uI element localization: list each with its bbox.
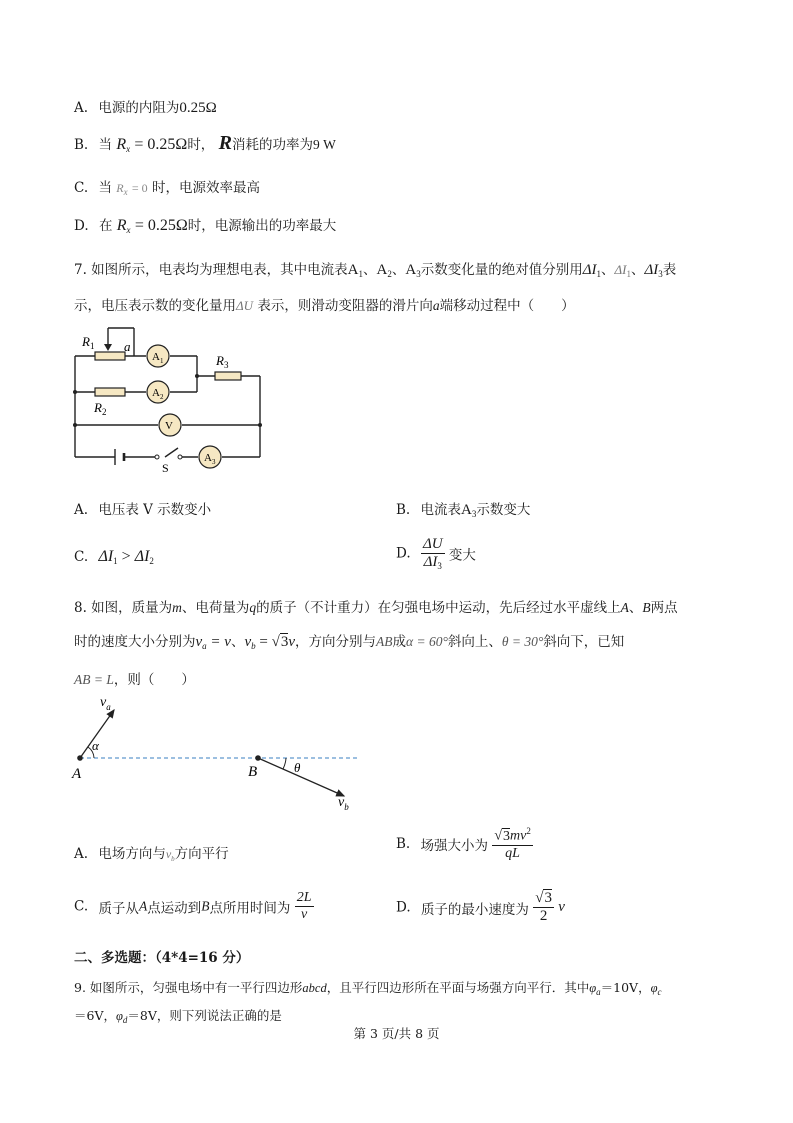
resistor-r2 (95, 388, 125, 396)
label-a: a (124, 339, 131, 354)
q6-option-b: B. 当 $R_x = 0.25\Omega$时， R消耗的功率为9 W (74, 132, 336, 154)
q7-stem-line1: 7. 如图所示，电表均为理想电表，其中电流表$A_1$、$A_2$、$A_3$示数变化量的绝对值分别用$\Delta I_1$、$\Delta I_1$、$\Delta I_3$表 (74, 262, 677, 279)
resistor-r1 (95, 352, 125, 360)
label-a3: $A_3$ (204, 452, 216, 466)
q8-option-d: D. 质子的最小速度为 $\frac{√3}{2}$ v (396, 890, 565, 924)
q7-option-d: D. $\frac{\Delta U}{\Delta I_3}$ 变大 (396, 536, 476, 571)
label-b: B (248, 764, 258, 780)
fraction-time: $\frac{2L}{v}$ (296, 890, 312, 922)
fraction-du-di3: $\frac{\Delta U}{\Delta I_3}$ (422, 536, 443, 571)
circuit-diagram (60, 322, 270, 477)
label-theta: θ (294, 760, 301, 775)
angle-theta-arc (283, 758, 286, 769)
label-va: $v_a$ (100, 695, 111, 712)
q6-option-d: D. 在 $R_x = 0.25\Omega$时，电源输出的功率最大 (74, 217, 337, 235)
q8-stem-line1: 8. 如图，质量为m、电荷量为q的质子（不计重力）在匀强电场中运动，先后经过水平虚线上A、B两点 (74, 600, 678, 616)
label-v: V (165, 420, 173, 432)
q7-option-c: C. $\Delta I_1 > \Delta I_2$ (74, 548, 154, 566)
slider-arrow-icon (104, 344, 112, 351)
q8-option-a: A. 电场方向与$v_b$方向平行 (74, 846, 229, 863)
label-s: S (162, 461, 169, 475)
label-a1: $A_1$ (152, 351, 164, 365)
q7-option-b: B. 电流表$A_3$示数变大 (396, 502, 531, 519)
page-footer: 第 3 页/共 8 页 (353, 1026, 440, 1041)
q7-option-a: A. 电压表 V 示数变小 (74, 502, 212, 518)
fraction-field-strength: $\frac{√3mv^2}{qL}$ (494, 826, 531, 861)
q9-stem-line2: ＝6V，$\varphi_d=8V$，则下列说法正确的是 (74, 1008, 282, 1025)
q8-velocity-diagram (66, 692, 366, 812)
q8-stem-line2: 时的速度大小分别为$v_a = v$、$v_b = √3v$，方向分别与AB成α = 60°斜向上、θ = 30°斜向下，已知 (74, 634, 625, 651)
fraction-min-speed: $\frac{√3}{2}$ (535, 890, 552, 924)
point-b (255, 755, 261, 761)
label-r3: $R_3$ (216, 353, 229, 370)
q8-stem-line3: AB = L，则（ ） (74, 672, 195, 688)
q7-stem-line2: 示，电压表示数的变化量用ΔU 表示，则滑动变阻器的滑片向a端移动过程中（ ） (74, 298, 575, 314)
q8-option-c: C. 质子从A点运动到B点所用时间为 $\frac{2L}{v}$ (74, 890, 312, 922)
resistor-r3 (215, 372, 241, 380)
label-r2: $R_2$ (94, 400, 107, 417)
switch-contact-right (178, 455, 182, 459)
label-alpha: α (92, 738, 99, 753)
vector-vb (258, 758, 344, 796)
label-a2: $A_2$ (152, 387, 164, 401)
switch-contact-left (155, 455, 159, 459)
label-r1: $R_1$ (82, 334, 95, 351)
point-a (77, 755, 83, 761)
q9-stem-line1: 9. 如图所示，匀强电场中有一平行四边形abcd，且平行四边形所在平面与场强方向平行．其中$\varphi_a=10V$，$\varphi_c$ (74, 980, 662, 997)
q6-option-c: C. 当 $R_x = 0$ 时，电源效率最高 (74, 180, 260, 197)
label-vb: $v_b$ (338, 795, 349, 812)
q8-option-b: B. 场强大小为 $\frac{√3mv^2}{qL}$ (396, 826, 531, 861)
section-multi-choice-heading: 二、多选题：（4*4=16 分） (74, 950, 250, 966)
q6-option-a: A. 电源的内阻为0.25Ω (74, 100, 217, 116)
battery-icon (115, 449, 124, 465)
label-a: A (72, 766, 82, 782)
